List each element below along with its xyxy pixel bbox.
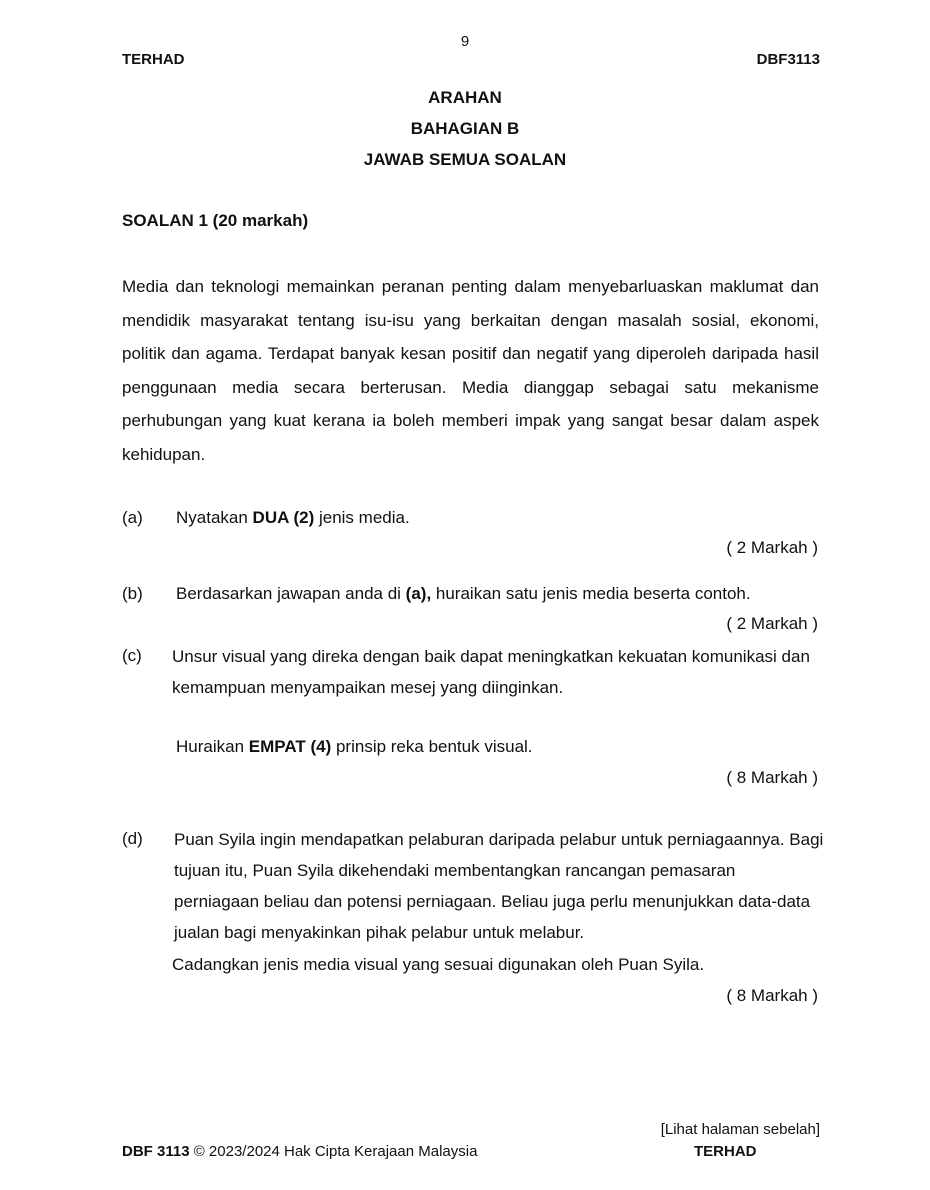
instructions-title: ARAHAN xyxy=(428,88,502,107)
part-d-text: Puan Syila ingin mendapatkan pelaburan daripada pelabur untuk perniagaannya. Bagi tujuan itu, Puan Syila dikehendaki membentangkan rancangan pemasaran perniagaan beliau dan potensi perniagaan. Beliau juga perlu menunjukkan data-data jualan bagi menyakinkan pihak pelabur untuk melabur. xyxy=(174,830,824,942)
part-a-question: Nyatakan DUA (2) jenis media. xyxy=(176,508,410,527)
part-b-marks: ( 2 Markah ) xyxy=(726,614,818,633)
part-b-label: (b) xyxy=(122,584,143,603)
part-d-instruction: Cadangkan jenis media visual yang sesuai digunakan oleh Puan Syila. xyxy=(172,955,705,974)
page-number: 9 xyxy=(460,33,470,50)
header-course-code: DBF3113 xyxy=(756,51,820,68)
part-d-label: (d) xyxy=(122,829,143,848)
next-page-note: [Lihat halaman sebelah] xyxy=(660,1121,820,1138)
part-a-label: (a) xyxy=(122,508,143,527)
part-d-marks: ( 8 Markah ) xyxy=(726,986,818,1005)
part-b-question: Berdasarkan jawapan anda di (a), huraikan satu jenis media beserta contoh. xyxy=(176,584,751,603)
header-classification: TERHAD xyxy=(122,51,185,68)
part-c-marks: ( 8 Markah ) xyxy=(726,768,818,787)
part-a-marks: ( 2 Markah ) xyxy=(726,538,818,557)
section-title: BAHAGIAN B xyxy=(410,119,520,138)
question-intro: Media dan teknologi memainkan peranan penting dalam menyebarluaskan maklumat dan mendidik masyarakat tentang isu-isu yang berkaitan dengan masalah sosial, ekonomi, politik dan agama. Terdapat banyak kesan positif dan negatif yang diperoleh daripada hasil penggunaan media secara berterusan. Media dianggap sebagai satu mekanisme perhubungan yang kuat kerana ia boleh memberi impak yang sangat besar dalam aspek kehidupan. xyxy=(122,277,819,464)
part-c-text: Unsur visual yang direka dengan baik dapat meningkatkan kekuatan komunikasi dan kemampuan menyampaikan mesej yang diinginkan. xyxy=(172,647,810,697)
part-c-instruction: Huraikan EMPAT (4) prinsip reka bentuk visual. xyxy=(176,737,533,756)
part-c-label: (c) xyxy=(122,646,142,665)
instructions-directive: JAWAB SEMUA SOALAN xyxy=(363,150,567,169)
footer-copyright: DBF 3113 © 2023/2024 Hak Cipta Kerajaan Malaysia xyxy=(122,1143,478,1160)
footer-classification: TERHAD xyxy=(694,1143,757,1160)
question-title: SOALAN 1 (20 markah) xyxy=(122,211,309,230)
